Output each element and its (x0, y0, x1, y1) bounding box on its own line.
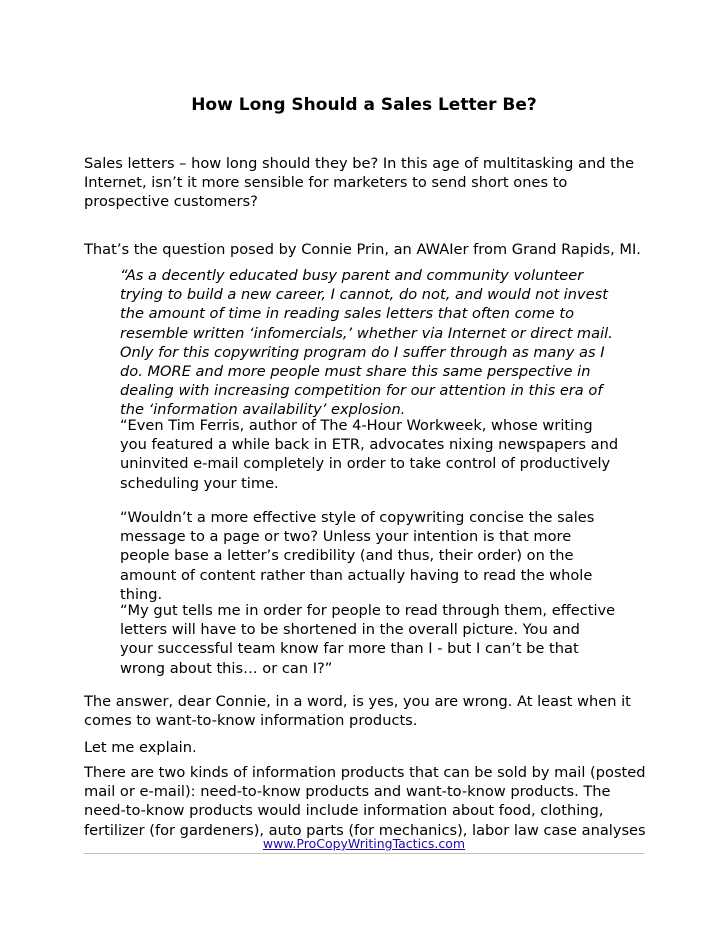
explain-paragraph (84, 738, 664, 757)
text-line: trying to build a new career, I cannot, do not, and would not invest (120, 286, 608, 304)
text-line: “My gut tells me in order for people to read through them, effective (120, 602, 616, 619)
quote-paragraph-2 (120, 416, 640, 493)
body-paragraph (84, 763, 664, 840)
text-line: Let me explain. (84, 739, 197, 756)
quote-paragraph-1 (120, 266, 640, 420)
text-line: uninvited e-mail completely in order to take control of productively (120, 455, 611, 473)
text-line: dealing with increasing competition for our attention in this era of (120, 382, 603, 400)
text-line: Only for this copywriting program do I suffer through as many as I (120, 343, 605, 361)
text-line: resemble written ‘infomercials,’ whether via Internet or direct mail. (120, 324, 613, 342)
page-title: How Long Should a Sales Letter Be? (191, 95, 537, 115)
text-line: mail or e-mail): need-to-know products and want-to-know products. The (84, 783, 611, 801)
text-line: comes to want-to-know information products. (84, 712, 418, 730)
text-line: people base a letter’s credibility (and thus, their order) on the (120, 547, 574, 565)
text-line: “Even Tim Ferris, author of The 4-Hour Workweek, whose writing (120, 417, 593, 434)
text-line: amount of content rather than actually having to read the whole (120, 566, 593, 584)
text-line: the ‘information availability’ explosion. (120, 401, 406, 419)
quote-paragraph-3 (120, 508, 640, 604)
text-line: the amount of time in reading sales letters that often come to (120, 305, 575, 323)
quote-paragraph-4 (120, 601, 640, 678)
text-line: Internet, isn’t it more sensible for marketers to send short ones to (84, 174, 568, 192)
question-paragraph (84, 240, 664, 259)
text-line: scheduling your time. (120, 474, 279, 492)
text-line: “As a decently educated busy parent and community volunteer (120, 267, 584, 284)
text-line: wrong about this… or can I?” (120, 659, 333, 677)
footer-divider (84, 853, 644, 854)
text-line: The answer, dear Connie, in a word, is yes, you are wrong. At least when it (84, 693, 631, 710)
text-line: “Wouldn’t a more effective style of copywriting concise the sales (120, 509, 595, 526)
text-line: need-to-know products would include information about food, clothing, (84, 802, 604, 820)
text-line: That’s the question posed by Connie Prin, an AWAIer from Grand Rapids, MI. (84, 241, 641, 258)
text-line: There are two kinds of information products that can be sold by mail (posted (84, 764, 646, 781)
text-line: letters will have to be shortened in the overall picture. You and (120, 621, 580, 639)
text-line: your successful team know far more than I - but I can’t be that (120, 640, 579, 658)
text-line: message to a page or two? Unless your intention is that more (120, 528, 572, 546)
footer-website-link[interactable]: www.ProCopyWritingTactics.com (262, 836, 466, 851)
intro-paragraph (84, 154, 664, 212)
answer-paragraph (84, 692, 664, 730)
text-line: thing. (120, 585, 163, 603)
text-line: do. MORE and more people must share this same perspective in (120, 363, 591, 381)
text-line: prospective customers? (84, 193, 258, 211)
text-line: Sales letters – how long should they be? In this age of multitasking and the (84, 155, 635, 172)
text-line: fertilizer (for gardeners), auto parts (for mechanics), labor law case analyses (84, 821, 646, 839)
text-line: you featured a while back in ETR, advocates nixing newspapers and (120, 436, 619, 454)
